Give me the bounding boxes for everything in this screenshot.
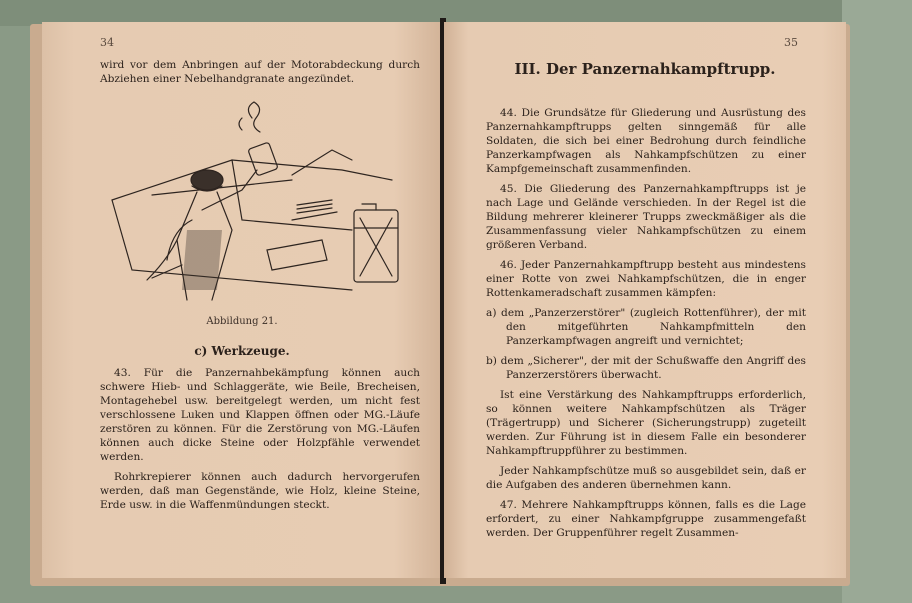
page-number-right: 35 — [784, 36, 798, 49]
intro-paragraph: wird vor dem Anbringen auf der Motorabdeckung durch Abziehen einer Nebelhandgranate angezündet. — [100, 59, 420, 85]
section-heading: c) Werkzeuge. — [194, 344, 290, 358]
left-page — [42, 22, 443, 578]
figure-caption: Abbildung 21. — [206, 316, 278, 327]
paragraph-43: 43. Für die Panzernahbekämpfung können auch schwere Hieb- und Schlaggeräte, wie Beile, Brecheisen, Montagehebel usw. bereitgelegt werden, um nicht fest verschlossene Luken und Klappen öffnen oder MG.-Läufe zerstören zu können. Für die Zerstörung von MG.-Läufen können auch dicke Steine oder Holzpfähle verwendet werden. — [100, 367, 420, 463]
backdrop-right — [842, 0, 912, 603]
illustration-soldier-jerrycan — [92, 100, 412, 310]
left-body — [100, 366, 420, 518]
paragraph-nahkampfschuetze: Jeder Nahkampfschütze muß so ausgebildet sein, daß er die Aufgaben des anderen übernehmen kann. — [486, 465, 806, 491]
page-number-left: 34 — [100, 36, 114, 49]
paragraph-45: 45. Die Gliederung des Panzernahkampftrupps ist je nach Lage und Gelände verschieden. In der Regel ist die Bildung mehrerer kleinerer Trupps zweckmäßiger als die Zusammenfassung vieler Nahkampfschützen zu einem größeren Verband. — [486, 183, 806, 251]
right-body — [486, 106, 806, 546]
right-page — [444, 22, 846, 578]
paragraph-46: 46. Jeder Panzernahkampftrupp besteht aus mindestens einer Rotte von zwei Nahkampfschützen, die in enger Rottenkameradschaft zusammen kämpfen: — [486, 259, 806, 299]
chapter-title: III. Der Panzernahkampftrupp. — [514, 60, 776, 78]
intro-text — [100, 58, 420, 92]
list-item-sicherer: b) dem „Sicherer", der mit der Schußwaffe den Angriff des Panzerzerstörers überwacht. — [486, 355, 806, 381]
list-item-panzerzerstoerer: a) dem „Panzerzerstörer" (zugleich Rottenführer), der mit den mitgeführten Nahkampfmitteln den Panzerkampfwagen angreift und vernichtet; — [486, 307, 806, 347]
paragraph-47: 47. Mehrere Nahkampftrupps können, falls es die Lage erfordert, zu einer Nahkampfgruppe zusammengefaßt werden. Der Gruppenführer regelt Zusammen- — [486, 499, 806, 539]
paragraph-rohrkrepierer: Rohrkrepierer können auch dadurch hervorgerufen werden, daß man Gegenstände, wie Holz, kleine Steine, Erde usw. in die Waffenmündungen steckt. — [100, 471, 420, 511]
paragraph-44: 44. Die Grundsätze für Gliederung und Ausrüstung des Panzernahkampftrupps gelten sinngemäß für alle Soldaten, die sich bei einer Bedrohung durch feindliche Panzerkampfwagen als Nahkampfschützen zu einer Kampfgemeinschaft zusammenfinden. — [486, 107, 806, 175]
paragraph-verstaerkung: Ist eine Verstärkung des Nahkampftrupps erforderlich, so können weitere Nahkampfschützen als Träger (Trägertrupp) und Sicherer (Sicherungstrupp) zugeteilt werden. Zur Führung ist in diesem Falle ein besonderer Nahkampftruppführer zu bestimmen. — [486, 389, 806, 457]
